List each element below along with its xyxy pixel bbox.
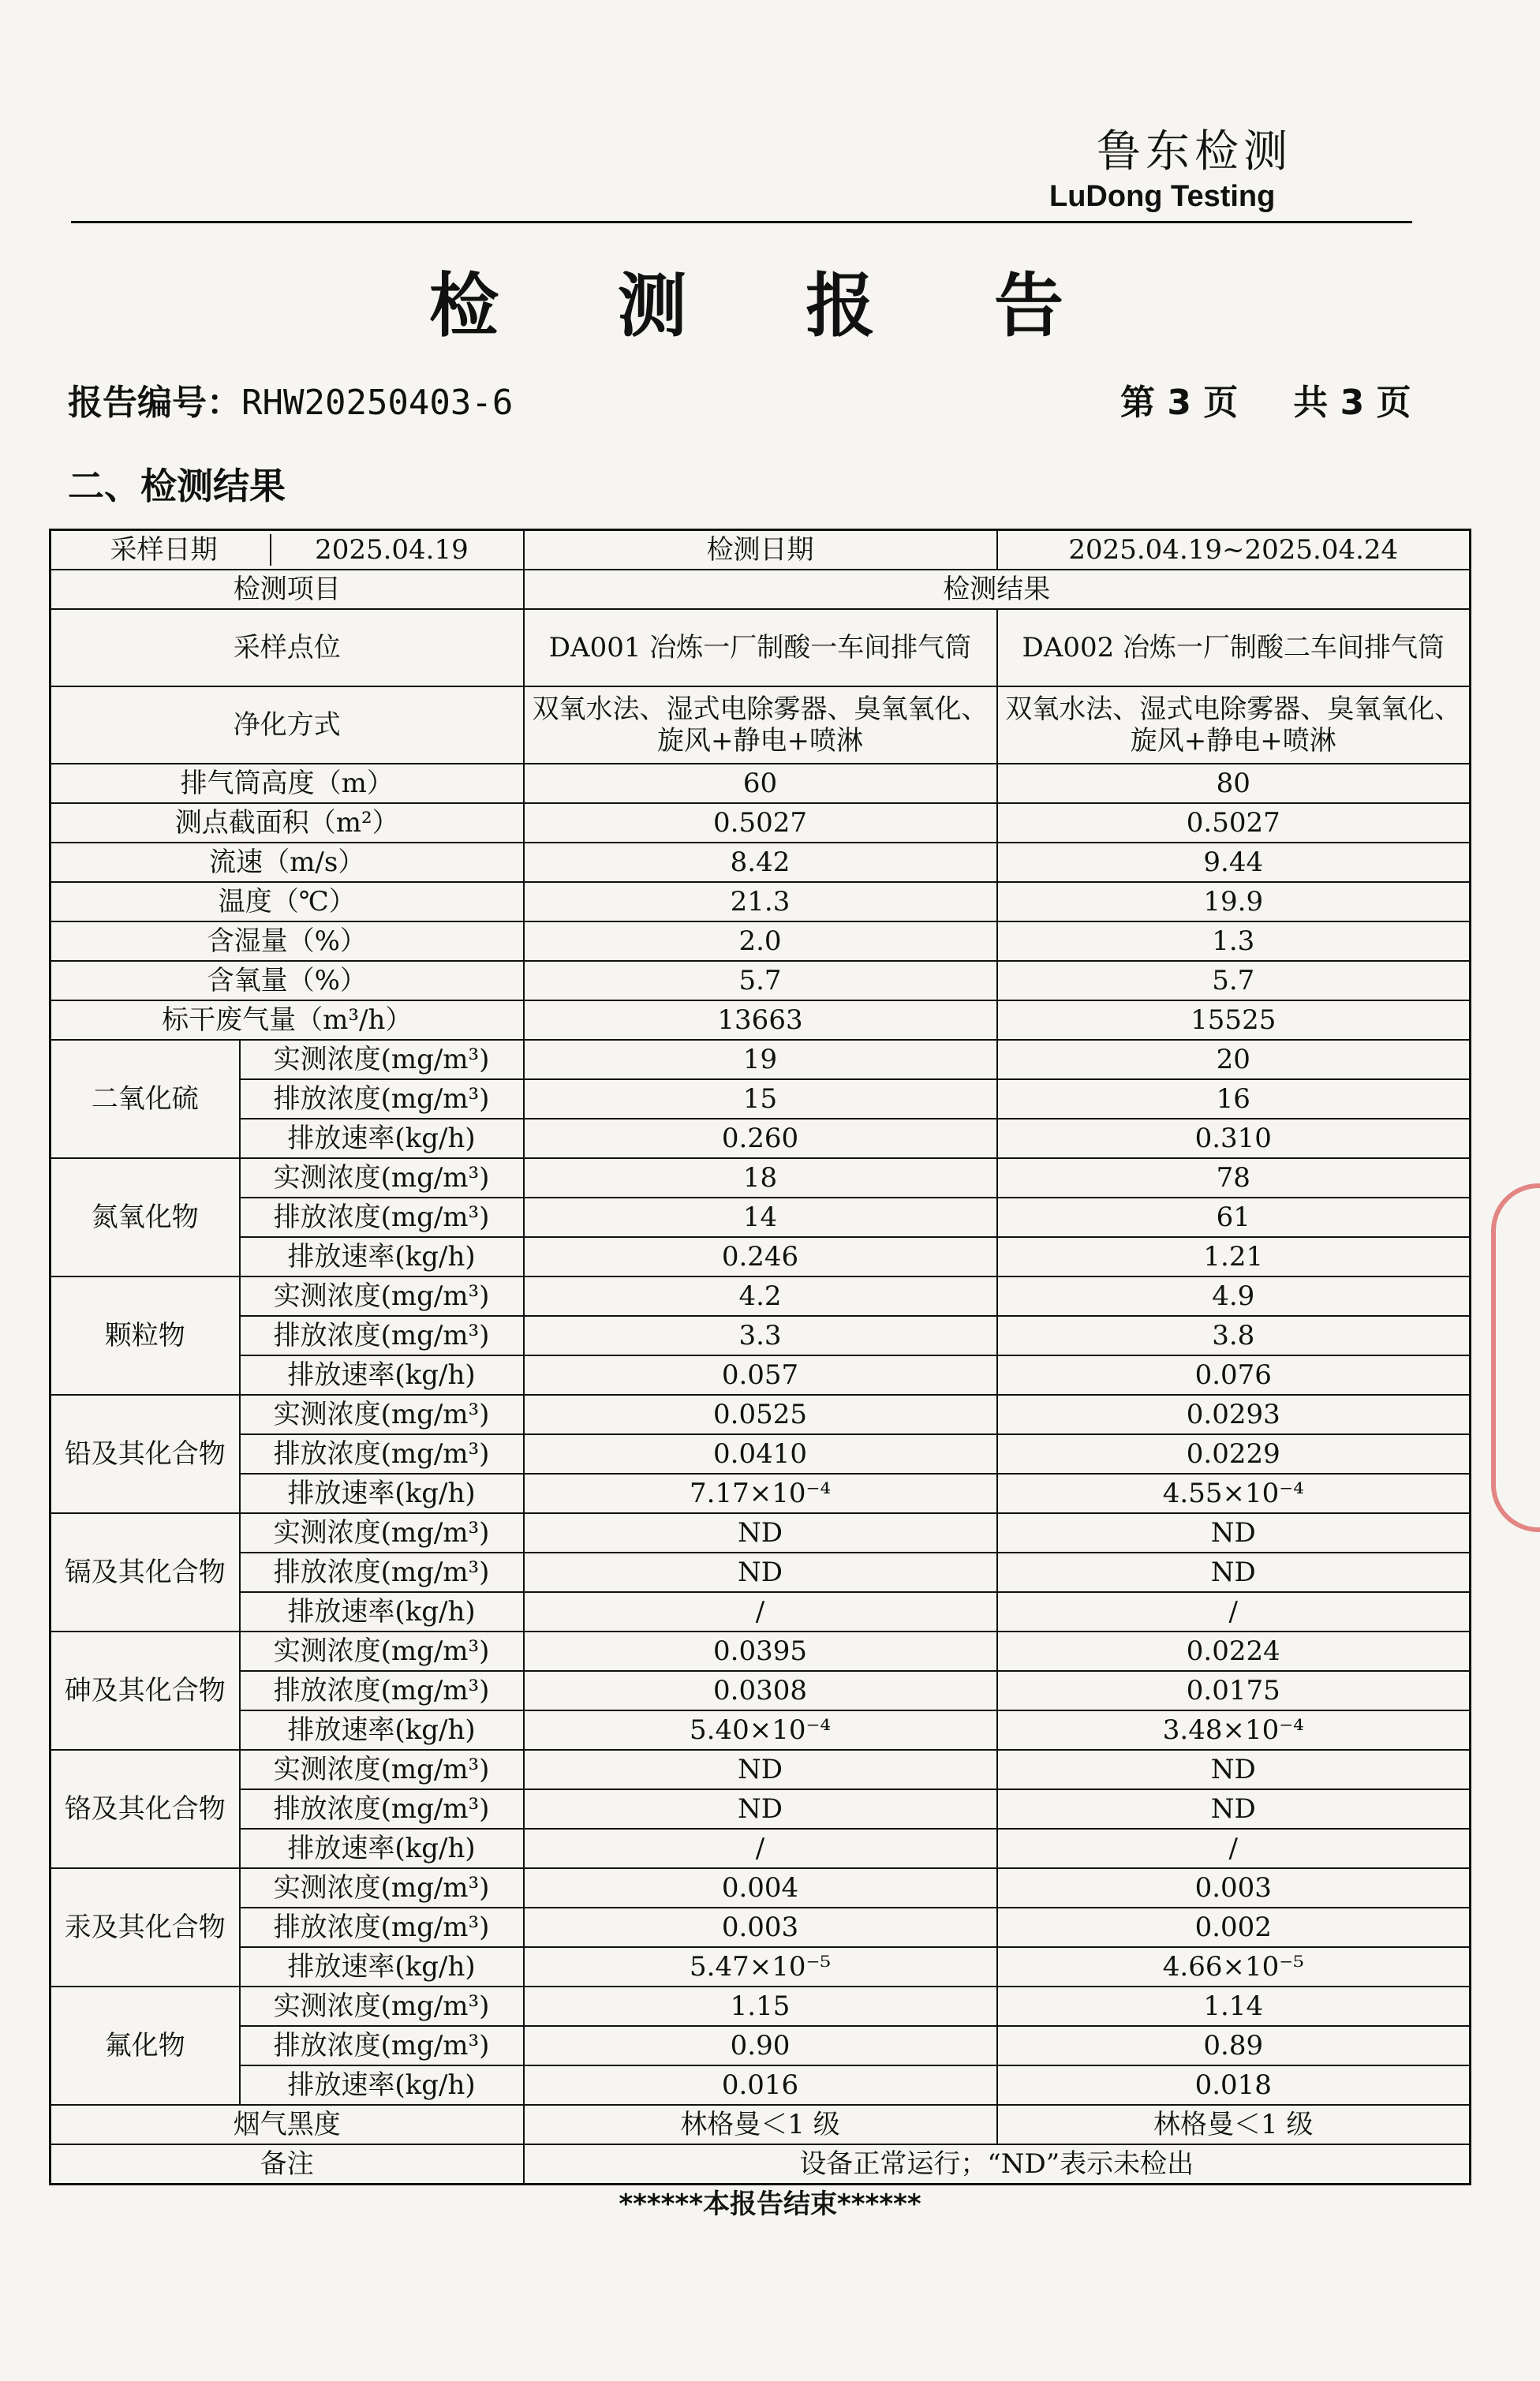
table-row [50, 1987, 1471, 2026]
testing-date: 2025.04.19~2025.04.24 [997, 530, 1471, 570]
metric-label: 实测浓度(mg/m³) [240, 1513, 524, 1553]
metric-label: 排放速率(kg/h) [240, 1474, 524, 1513]
metric-value-1: ND [524, 1750, 997, 1789]
sampling-date-label: 采样日期 [58, 534, 271, 566]
metric-label: 实测浓度(mg/m³) [240, 1868, 524, 1908]
table-row [50, 1474, 1471, 1513]
metric-value-1: 0.057 [524, 1355, 997, 1395]
pollutant-name: 氮氧化物 [50, 1158, 240, 1276]
metric-value-1: 0.0525 [524, 1395, 997, 1434]
metric-value-2: 0.018 [997, 2065, 1471, 2105]
param-label: 温度（℃） [50, 882, 524, 921]
table-row [50, 570, 1471, 609]
param-value-1: 0.5027 [524, 803, 997, 843]
table-row [50, 843, 1471, 882]
param-value-2: 0.5027 [997, 803, 1471, 843]
metric-label: 排放速率(kg/h) [240, 1947, 524, 1987]
remark-text: 设备正常运行；“ND”表示未检出 [524, 2144, 1471, 2185]
table-row [50, 1750, 1471, 1789]
param-value-1: 13663 [524, 1000, 997, 1040]
param-value-2: 5.7 [997, 961, 1471, 1000]
metric-value-1: 0.260 [524, 1119, 997, 1158]
param-label: 含湿量（%） [50, 921, 524, 961]
page-indicator [1120, 374, 1467, 424]
metric-value-1: 0.0395 [524, 1632, 997, 1671]
table-row [50, 961, 1471, 1000]
report-number-label: 报告编号： [68, 383, 241, 423]
purify-label: 净化方式 [50, 686, 524, 764]
metric-value-1: / [524, 1829, 997, 1868]
table-row [50, 1316, 1471, 1355]
table-row [50, 1908, 1471, 1947]
metric-value-1: 3.3 [524, 1316, 997, 1355]
metric-value-2: 0.0175 [997, 1671, 1471, 1710]
section-heading: 二、检测结果 [68, 465, 286, 507]
table-row [50, 1040, 1471, 1079]
metric-value-1: 18 [524, 1158, 997, 1198]
metric-value-1: 0.0308 [524, 1671, 997, 1710]
metric-value-1: 0.003 [524, 1908, 997, 1947]
point-1: DA001 冶炼一厂制酸一车间排气筒 [524, 609, 997, 686]
smoke-value-2: 林格曼＜1 级 [997, 2105, 1471, 2144]
param-label: 流速（m/s） [50, 843, 524, 882]
purify-1: 双氧水法、湿式电除雾器、臭氧氧化、旋风+静电+喷淋 [524, 686, 997, 764]
smoke-value-1: 林格曼＜1 级 [524, 2105, 997, 2144]
param-value-2: 80 [997, 764, 1471, 803]
metric-value-1: 0.246 [524, 1237, 997, 1276]
table-row [50, 1592, 1471, 1632]
sampling-date: 2025.04.19 [315, 534, 469, 566]
metric-value-1: 19 [524, 1040, 997, 1079]
metric-value-2: 0.002 [997, 1908, 1471, 1947]
param-value-1: 21.3 [524, 882, 997, 921]
metric-value-2: 0.89 [997, 2026, 1471, 2065]
header-divider [71, 221, 1412, 223]
metric-value-1: 4.2 [524, 1276, 997, 1316]
metric-label: 排放速率(kg/h) [240, 1237, 524, 1276]
point-label: 采样点位 [50, 609, 524, 686]
report-end: ******本报告结束****** [619, 2189, 921, 2220]
metric-label: 排放速率(kg/h) [240, 1119, 524, 1158]
metric-value-1: 14 [524, 1198, 997, 1237]
table-row [50, 1789, 1471, 1829]
pollutant-name: 颗粒物 [50, 1276, 240, 1395]
param-value-1: 2.0 [524, 921, 997, 961]
table-row [50, 530, 1471, 570]
report-number [68, 374, 513, 424]
pollutant-name: 二氧化硫 [50, 1040, 240, 1158]
table-row [50, 2065, 1471, 2105]
point-2: DA002 冶炼一厂制酸二车间排气筒 [997, 609, 1471, 686]
table-row [50, 1671, 1471, 1710]
purify-2: 双氧水法、湿式电除雾器、臭氧氧化、旋风+静电+喷淋 [997, 686, 1471, 764]
metric-value-2: 0.0229 [997, 1434, 1471, 1474]
table-row [50, 2026, 1471, 2065]
pollutant-name: 氟化物 [50, 1987, 240, 2105]
table-row [50, 1829, 1471, 1868]
result-header: 检测结果 [524, 570, 1471, 609]
table-row [50, 1198, 1471, 1237]
metric-value-1: 0.90 [524, 2026, 997, 2065]
brand-name-en: LuDong Testing [1049, 180, 1276, 213]
metric-value-2: 16 [997, 1079, 1471, 1119]
metric-label: 排放浓度(mg/m³) [240, 1908, 524, 1947]
metric-label: 排放浓度(mg/m³) [240, 1079, 524, 1119]
table-cell [50, 530, 524, 570]
smoke-label: 烟气黑度 [50, 2105, 524, 2144]
metric-value-1: 5.40×10⁻⁴ [524, 1710, 997, 1750]
metric-value-1: ND [524, 1553, 997, 1592]
metric-value-2: 0.310 [997, 1119, 1471, 1158]
table-row [50, 803, 1471, 843]
table-row [50, 1079, 1471, 1119]
metric-value-2: 20 [997, 1040, 1471, 1079]
metric-label: 实测浓度(mg/m³) [240, 1276, 524, 1316]
pollutant-name: 汞及其化合物 [50, 1868, 240, 1987]
metric-label: 排放速率(kg/h) [240, 1829, 524, 1868]
param-value-2: 19.9 [997, 882, 1471, 921]
metric-value-1: 5.47×10⁻⁵ [524, 1947, 997, 1987]
metric-value-2: / [997, 1592, 1471, 1632]
table-row [50, 1710, 1471, 1750]
metric-value-1: 0.016 [524, 2065, 997, 2105]
pollutant-name: 铬及其化合物 [50, 1750, 240, 1868]
metric-label: 实测浓度(mg/m³) [240, 1395, 524, 1434]
table-row [50, 764, 1471, 803]
table-row [50, 1868, 1471, 1908]
metric-label: 排放浓度(mg/m³) [240, 1671, 524, 1710]
table-row [50, 686, 1471, 764]
metric-value-2: ND [997, 1553, 1471, 1592]
metric-label: 实测浓度(mg/m³) [240, 1750, 524, 1789]
param-label: 标干废气量（m³/h） [50, 1000, 524, 1040]
metric-value-1: 1.15 [524, 1987, 997, 2026]
table-row [50, 1276, 1471, 1316]
metric-value-2: ND [997, 1789, 1471, 1829]
metric-label: 排放浓度(mg/m³) [240, 1553, 524, 1592]
metric-value-1: ND [524, 1789, 997, 1829]
param-value-1: 60 [524, 764, 997, 803]
table-row [50, 2144, 1471, 2185]
metric-value-2: 3.48×10⁻⁴ [997, 1710, 1471, 1750]
table-row [50, 1395, 1471, 1434]
seal-stamp [1491, 1183, 1540, 1532]
table-row [50, 1947, 1471, 1987]
brand-name-cn: 鲁东检测 [1097, 126, 1292, 178]
metric-label: 排放速率(kg/h) [240, 2065, 524, 2105]
metric-label: 实测浓度(mg/m³) [240, 1987, 524, 2026]
metric-value-1: / [524, 1592, 997, 1632]
param-value-2: 15525 [997, 1000, 1471, 1040]
metric-label: 排放浓度(mg/m³) [240, 1198, 524, 1237]
param-value-2: 1.3 [997, 921, 1471, 961]
table-row [50, 1632, 1471, 1671]
metric-label: 实测浓度(mg/m³) [240, 1158, 524, 1198]
metric-value-2: 0.076 [997, 1355, 1471, 1395]
metric-value-2: 78 [997, 1158, 1471, 1198]
metric-value-2: 0.0293 [997, 1395, 1471, 1434]
metric-value-2: ND [997, 1750, 1471, 1789]
remark-label: 备注 [50, 2144, 524, 2185]
metric-value-2: ND [997, 1513, 1471, 1553]
metric-label: 排放速率(kg/h) [240, 1355, 524, 1395]
metric-label: 排放浓度(mg/m³) [240, 1789, 524, 1829]
testing-date-label: 检测日期 [524, 530, 997, 570]
metric-value-2: 1.14 [997, 1987, 1471, 2026]
param-value-1: 8.42 [524, 843, 997, 882]
pollutant-name: 砷及其化合物 [50, 1632, 240, 1750]
page-title: 检 测 报 告 [429, 265, 1111, 346]
pollutant-name: 镉及其化合物 [50, 1513, 240, 1632]
metric-label: 排放浓度(mg/m³) [240, 1316, 524, 1355]
page-total: 共 3 页 [1293, 383, 1411, 423]
table-row [50, 1119, 1471, 1158]
table-row [50, 609, 1471, 686]
metric-value-2: 1.21 [997, 1237, 1471, 1276]
metric-value-1: 0.0410 [524, 1434, 997, 1474]
table-row [50, 1158, 1471, 1198]
table-row [50, 1237, 1471, 1276]
metric-value-2: 61 [997, 1198, 1471, 1237]
metric-label: 实测浓度(mg/m³) [240, 1040, 524, 1079]
metric-value-2: / [997, 1829, 1471, 1868]
param-label: 含氧量（%） [50, 961, 524, 1000]
table-row [50, 1355, 1471, 1395]
metric-value-2: 3.8 [997, 1316, 1471, 1355]
metric-label: 实测浓度(mg/m³) [240, 1632, 524, 1671]
metric-label: 排放速率(kg/h) [240, 1710, 524, 1750]
metric-label: 排放浓度(mg/m³) [240, 1434, 524, 1474]
metric-label: 排放速率(kg/h) [240, 1592, 524, 1632]
table-row [50, 2105, 1471, 2144]
report-number-value: RHW20250403-6 [241, 383, 514, 423]
metric-value-1: 7.17×10⁻⁴ [524, 1474, 997, 1513]
table-row [50, 1513, 1471, 1553]
table-row [50, 1553, 1471, 1592]
metric-value-1: 15 [524, 1079, 997, 1119]
metric-value-2: 0.0224 [997, 1632, 1471, 1671]
param-value-2: 9.44 [997, 843, 1471, 882]
metric-value-1: ND [524, 1513, 997, 1553]
metric-value-2: 4.55×10⁻⁴ [997, 1474, 1471, 1513]
param-label: 测点截面积（m²） [50, 803, 524, 843]
table-row [50, 882, 1471, 921]
metric-label: 排放浓度(mg/m³) [240, 2026, 524, 2065]
param-value-1: 5.7 [524, 961, 997, 1000]
metric-value-2: 4.9 [997, 1276, 1471, 1316]
metric-value-2: 4.66×10⁻⁵ [997, 1947, 1471, 1987]
metric-value-2: 0.003 [997, 1868, 1471, 1908]
metric-value-1: 0.004 [524, 1868, 997, 1908]
table-row [50, 921, 1471, 961]
table-row [50, 1434, 1471, 1474]
pollutant-name: 铅及其化合物 [50, 1395, 240, 1513]
param-label: 排气筒高度（m） [50, 764, 524, 803]
results-table [49, 529, 1471, 2185]
table-row [50, 1000, 1471, 1040]
page-current: 第 3 页 [1120, 383, 1239, 423]
item-header: 检测项目 [50, 570, 524, 609]
